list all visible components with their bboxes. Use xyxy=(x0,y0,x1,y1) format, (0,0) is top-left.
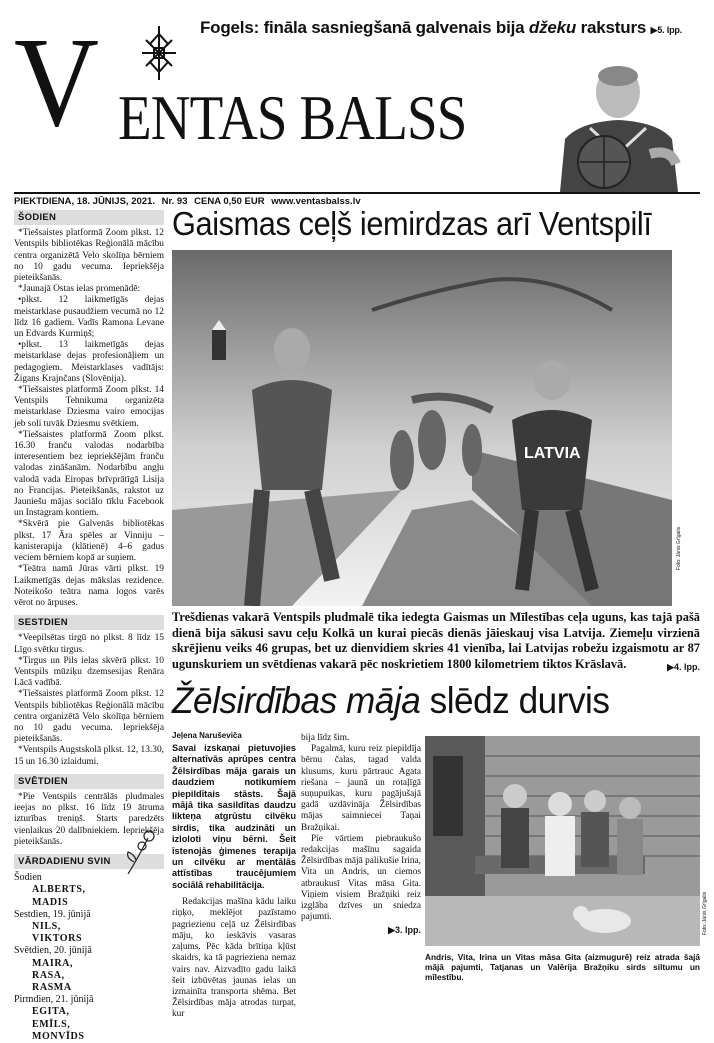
story-page-ref[interactable]: ▶3. lpp. xyxy=(388,925,421,936)
lead-text: Trešdienas vakarā Ventspils pludmalē tika iedegta Gaismas un Mīlestības ceļa uguns, kas tajā pašā dienā bija sākusi savu ceļu Kolkā un kurai piecās dienās jāieskauj visa Latvija. Ziemeļu virzienā skrējienu veiks 46 grupas, bet uz dienvidiem skries 41 vienība, lai Latvijas robežu izgaismotu ar 87 ugunskuriem un svētdienas vakarā pēc noskrietiem 1800 kilometriem tiktos Krāslavā. ▶4. lpp. xyxy=(172,610,700,675)
story-photo-credit: Foto: Jānis Grīgalis xyxy=(702,891,708,935)
story-headline[interactable]: Žēlsirdības māja slēdz durvis xyxy=(172,680,610,721)
flower-icon xyxy=(120,828,160,878)
teaser-page-ref[interactable]: ▶5. lpp. xyxy=(650,25,682,35)
saturday-heading: SESTDIEN xyxy=(14,615,164,630)
namedays-list: Šodien ALBERTS, MADIS Sestdien, 19. jūnijā NILS, VIKTORS Svētdien, 20. jūnijā MAIRA, RASA, RASMA Pirmdien, 21. jūnijā EGITA, EMĪLS, MONVĪDS xyxy=(14,872,94,1042)
runner-shirt-text: LATVIA xyxy=(524,445,581,462)
sunday-heading: SVĒTDIEN xyxy=(14,774,164,789)
lead-photo-credit: Foto: Jānis Grīgalis xyxy=(676,526,682,570)
story-column-1: Savai izskaņai pietuvojies alternatīvās aprūpes centra Žēlsirdības māja garais un daudziem notikumiem piepildītais stāsts. Šajā mājā tika sasildītas daudzu likteņa atgrūstu cilvēku sirdis, tika audzināti un izloloti viņu bērni. Šeit īstenojās ģimenes terapija un cilvēku ar mentālās attīstības traucējumiem sociālā rehabilitācija. Redakcijas mašīna kādu laiku riņķo, meklējot pazīstamo pagriezienu ceļā uz Žēlsirdības māju, ko ieskāvis vasaras zaļums. Pēc kāda brītiņa kļūst skaidrs, ka tā pagriezienа nemaz vairs nav. Aizvadīto gadu laikā šeit izbūvētas jaunas ielas un izmainīta transporta shēma. Bet Žēlsirdības māja atrodas turpat, kur xyxy=(172,743,296,1020)
group-photo xyxy=(425,736,700,946)
website-link[interactable]: www.ventasbalss.lv xyxy=(271,196,361,207)
events-sidebar: ŠODIEN *Tiešsaistes platformā Zoom plkst. 12 Ventspils bibliotēkas Reģionālā mācību centra organizētā Velo skolīņa bērniem no 10 gadu vecuma. Iepriekšēja pieteikšanās. *Jaunajā Ostas ielas promenādē: •plkst. 12 laikmetīgās dejas meistarklase pusaudžiem vecumā no 12 līdz 16 gadiem. Vadīs Ramona Levane un Edvards Kurmiņš; •plkst. 13 laikmetīgās dejas meistarklase dejas profesionāļiem un pedagogiem. Meistarklases vadītājs: Žigans Krajnčans (Slovēnija). *Tiešsaistes platformā Zoom plkst. 14 Ventspils Tehnikuma organizēta meistarklase Dziesma vairo emocijas jeb soli tuvāk Dziesmu svētkiem. *Tiešsaistes platformā Zoom plkst. 16.30 franču valodas nodarbība interesentiem bez iepriekšējām franču valodas zināšanām. Nodarbību angļu valodā vada Eiropas brīvprātīgā Lisija no Francijas. Pieteikšanās, rakstot uz Jauniešu mājas sociālo tīklu Facebook un Instagram kontiem. *Skvērā pie Galvenās bibliotēkas plkst. 17 Āra spēles ar Vinniju – kanisterapija (klātienē) 4–6 gadus veciem bērniem kopā ar suņiem. *Teātra namā Jūras vārti plkst. 19 Laikmetīgās dejas mākslas rezidence. Noteikošo teātra nama logos varēs vērot no ārpuses. SESTDIEN *Veepilsētas tirgū no plkst. 8 līdz 15 Līgo svētku tirgus. *Tirgus un Pils ielas skvērā plkst. 10 Ventspils mūziķu dzemsesijas Renāra Lācā vadībā. *Tiešsaistes platformā Zoom plkst. 12 Ventspils bibliotēkas Reģionālā mācību centra organizētā Velo skolīņa bērniem no 10 gadu vecuma. Iepriekšēja pieteikšanās. *Ventspils Augstskolā plkst. 12, 13.30, 15 un 16.30 izlaidumi. SVĒTDIEN *Pie Ventspils centrālās pludmales ieejas no plkst. 16 līdz 19 ātruma izturības treniņš. Starts paredzēts vienlaikus 20 dalībniekiem. Iepriekšēja pieteikšanās. VĀRDADIENU SVIN Šodien ALBERTS, MADIS Sestdien, 19. jūnijā NILS, VIKTORS Svētdien, 20. jūnijā MAIRA, RASA, RASMA Pirmdien, 21. jūnijā EGITA, EMĪLS, MONVĪDS xyxy=(14,212,164,1042)
lead-page-ref[interactable]: ▶4. lpp. xyxy=(667,661,700,672)
namedays-heading: VĀRDADIENU SVIN xyxy=(14,854,164,869)
story-byline: Jeļena Naruševiča xyxy=(172,731,242,740)
logo-wordmark: ENTAS BALSS xyxy=(118,82,467,153)
photo-caption: Andris, Vita, Irina un Vitas māsa Gita (aizmugurē) reiz atrada šajā mājā pajumti, Tatjanas un Valērija Bražņiku sirds siltumu un mīlestību. xyxy=(425,952,700,982)
cover-person-photo xyxy=(520,44,705,192)
story-column-2: bija līdz šim. Pagalmā, kuru reiz piepildīja bērnu čalas, tagad valda klusums, kuru pārtrauc Agata riešana – jaunā un rotaļīgā suņupuikas, kuru pagājušajā gadā uzdāvināja Žēlsirdības mājas saimniecei Taņai Bražņikai. Pie vārtiem piebraukušo redakcijas mašīnu sagaida Žēlsirdības mājā palikušie Irina, Vita un Andris, un ciemos atbraukusī Vitas māsa Gita. Viņiem visiem Bražņiki reiz izglāba dzīves un sniedza pajumti. ▶3. lpp. xyxy=(301,733,421,936)
dateline: PIEKTDIENA, 18. JŪNIJS, 2021. Nr. 93 CENA 0,50 EUR www.ventasbalss.lv xyxy=(14,192,700,207)
lead-headline[interactable]: Gaismas ceļš iemirdzas arī Ventspilī xyxy=(172,205,652,242)
today-heading: ŠODIEN xyxy=(14,210,164,225)
logo-initial: V xyxy=(14,11,100,153)
torch-runners-photo xyxy=(172,250,672,606)
crest-logo xyxy=(136,22,182,84)
front-teaser[interactable]: Fogels: fināla sasniegšanā galvenais bija džeku raksturs ▶5. lpp. xyxy=(200,18,682,37)
